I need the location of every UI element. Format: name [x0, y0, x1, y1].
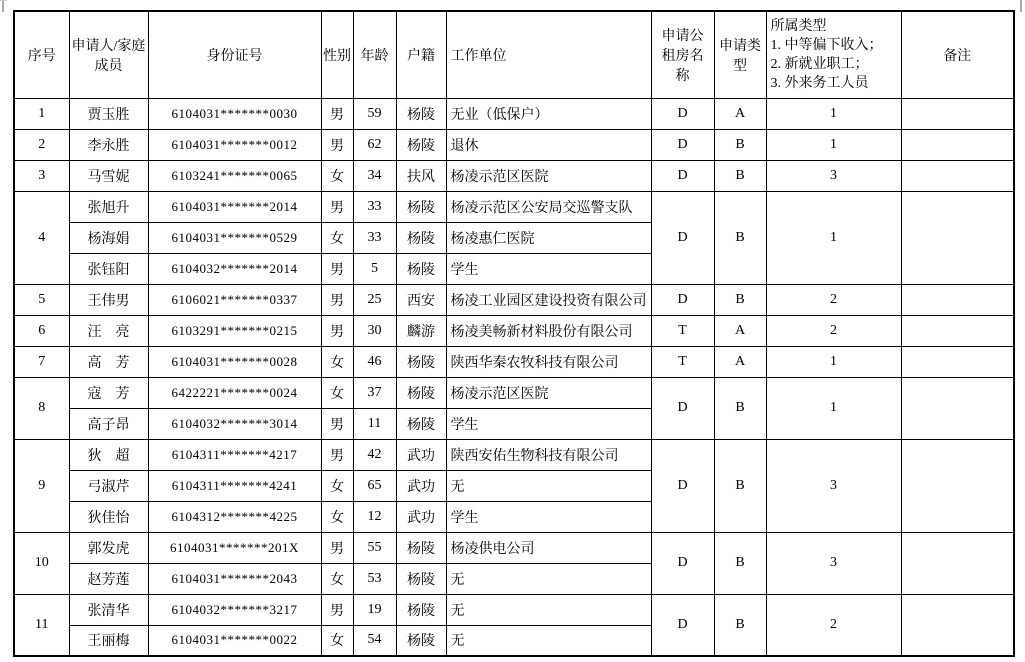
remark-cell: [901, 191, 1014, 284]
remark-cell: [901, 129, 1014, 160]
gender-cell: 女: [321, 501, 353, 532]
gender-cell: 女: [321, 346, 353, 377]
registry-cell: 杨陵: [396, 408, 446, 439]
housing-name-cell: D: [651, 532, 714, 594]
gender-cell: 女: [321, 625, 353, 656]
serial-cell: 5: [14, 284, 69, 315]
registry-cell: 杨陵: [396, 129, 446, 160]
employer-cell: 杨凌示范区医院: [446, 377, 651, 408]
col-header-housing-name: 申请公租房名称: [651, 11, 714, 98]
application-type-cell: B: [714, 129, 766, 160]
remark-cell: [901, 594, 1014, 656]
serial-cell: 3: [14, 160, 69, 191]
age-cell: 12: [353, 501, 396, 532]
public-rental-housing-applicants-table: [13, 10, 1015, 657]
category-cell: 1: [766, 377, 901, 439]
age-cell: 37: [353, 377, 396, 408]
age-cell: 5: [353, 253, 396, 284]
table-row: [14, 439, 1014, 470]
housing-name-cell: D: [651, 284, 714, 315]
remark-cell: [901, 377, 1014, 439]
id-number-cell: 6104032*******3014: [148, 408, 321, 439]
application-type-cell: B: [714, 439, 766, 532]
age-cell: 62: [353, 129, 396, 160]
age-cell: 54: [353, 625, 396, 656]
col-header-category: [766, 11, 901, 98]
col-header-gender: 性别: [321, 11, 353, 98]
registry-cell: 西安: [396, 284, 446, 315]
remark-cell: [901, 532, 1014, 594]
gender-cell: 女: [321, 563, 353, 594]
id-number-cell: 6104031*******201X: [148, 532, 321, 563]
category-cell: 2: [766, 594, 901, 656]
application-type-cell: A: [714, 315, 766, 346]
name-cell: 狄 超: [69, 439, 148, 470]
age-cell: 65: [353, 470, 396, 501]
name-cell: 狄佳怡: [69, 501, 148, 532]
registry-cell: 杨陵: [396, 594, 446, 625]
employer-cell: 学生: [446, 408, 651, 439]
housing-name-cell: D: [651, 594, 714, 656]
id-number-cell: 6104031*******0529: [148, 222, 321, 253]
page-edge-mark: [2, 0, 4, 12]
serial-cell: 4: [14, 191, 69, 284]
employer-cell: 杨凌惠仁医院: [446, 222, 651, 253]
remark-cell: [901, 315, 1014, 346]
name-cell: 郭发虎: [69, 532, 148, 563]
category-cell: 1: [766, 129, 901, 160]
id-number-cell: 6104311*******4241: [148, 470, 321, 501]
gender-cell: 男: [321, 253, 353, 284]
category-cell: 3: [766, 532, 901, 594]
name-cell: 赵芳莲: [69, 563, 148, 594]
gender-cell: 男: [321, 191, 353, 222]
serial-cell: 6: [14, 315, 69, 346]
age-cell: 55: [353, 532, 396, 563]
id-number-cell: 6104031*******0030: [148, 98, 321, 129]
remark-cell: [901, 98, 1014, 129]
serial-cell: 9: [14, 439, 69, 532]
employer-cell: 无: [446, 625, 651, 656]
id-number-cell: 6104312*******4225: [148, 501, 321, 532]
table-row: [14, 315, 1014, 346]
name-cell: 弓淑芹: [69, 470, 148, 501]
age-cell: 19: [353, 594, 396, 625]
registry-cell: 武功: [396, 470, 446, 501]
name-cell: 高子昂: [69, 408, 148, 439]
name-cell: 王丽梅: [69, 625, 148, 656]
table-row: [14, 377, 1014, 408]
gender-cell: 男: [321, 284, 353, 315]
name-cell: 张旭升: [69, 191, 148, 222]
col-header-application-type: 申请类型: [714, 11, 766, 98]
gender-cell: 男: [321, 439, 353, 470]
gender-cell: 男: [321, 98, 353, 129]
employer-cell: 杨凌美畅新材料股份有限公司: [446, 315, 651, 346]
category-cell: 3: [766, 439, 901, 532]
employer-cell: 无业（低保户）: [446, 98, 651, 129]
id-number-cell: 6422221*******0024: [148, 377, 321, 408]
id-number-cell: 6104031*******0022: [148, 625, 321, 656]
gender-cell: 男: [321, 594, 353, 625]
age-cell: 11: [353, 408, 396, 439]
serial-cell: 8: [14, 377, 69, 439]
registry-cell: 杨陵: [396, 98, 446, 129]
age-cell: 33: [353, 191, 396, 222]
application-type-cell: A: [714, 346, 766, 377]
gender-cell: 女: [321, 377, 353, 408]
category-cell: 2: [766, 315, 901, 346]
table-row: [14, 129, 1014, 160]
remark-cell: [901, 284, 1014, 315]
category-option-3: 3. 外来务工人员: [770, 75, 869, 91]
registry-cell: 杨陵: [396, 222, 446, 253]
id-number-cell: 6104311*******4217: [148, 439, 321, 470]
application-type-cell: B: [714, 532, 766, 594]
category-cell: 1: [766, 98, 901, 129]
page-edge-mark: [0, 0, 7, 1]
employer-cell: 杨凌供电公司: [446, 532, 651, 563]
age-cell: 30: [353, 315, 396, 346]
application-type-cell: B: [714, 594, 766, 656]
remark-cell: [901, 346, 1014, 377]
application-type-cell: B: [714, 191, 766, 284]
col-header-id-number: 身份证号: [148, 11, 321, 98]
category-cell: 1: [766, 191, 901, 284]
id-number-cell: 6104032*******3217: [148, 594, 321, 625]
col-header-employer: 工作单位: [446, 11, 651, 98]
gender-cell: 男: [321, 532, 353, 563]
housing-name-cell: D: [651, 98, 714, 129]
registry-cell: 杨陵: [396, 625, 446, 656]
registry-cell: 杨陵: [396, 253, 446, 284]
name-cell: 高 芳: [69, 346, 148, 377]
age-cell: 33: [353, 222, 396, 253]
col-header-remark: 备注: [901, 11, 1014, 98]
remark-cell: [901, 160, 1014, 191]
employer-cell: 学生: [446, 501, 651, 532]
name-cell: 寇 芳: [69, 377, 148, 408]
application-type-cell: A: [714, 98, 766, 129]
registry-cell: 杨陵: [396, 377, 446, 408]
name-cell: 汪 亮: [69, 315, 148, 346]
col-header-applicant: 申请人/家庭成员: [69, 11, 148, 98]
category-option-2: 2. 新就业职工；: [770, 56, 869, 72]
employer-cell: 无: [446, 563, 651, 594]
category-cell: 2: [766, 284, 901, 315]
employer-cell: 学生: [446, 253, 651, 284]
age-cell: 46: [353, 346, 396, 377]
id-number-cell: 6106021*******0337: [148, 284, 321, 315]
gender-cell: 女: [321, 160, 353, 191]
gender-cell: 男: [321, 129, 353, 160]
id-number-cell: 6104032*******2014: [148, 253, 321, 284]
id-number-cell: 6104031*******0012: [148, 129, 321, 160]
employer-cell: 杨凌示范区医院: [446, 160, 651, 191]
remark-cell: [901, 439, 1014, 532]
id-number-cell: 6103291*******0215: [148, 315, 321, 346]
employer-cell: 退休: [446, 129, 651, 160]
category-cell: 1: [766, 346, 901, 377]
registry-cell: 杨陵: [396, 532, 446, 563]
col-header-registry: 户籍: [396, 11, 446, 98]
table-row: [14, 346, 1014, 377]
registry-cell: 杨陵: [396, 346, 446, 377]
gender-cell: 女: [321, 470, 353, 501]
employer-cell: 陕西安佑生物科技有限公司: [446, 439, 651, 470]
registry-cell: 武功: [396, 501, 446, 532]
name-cell: 张钰阳: [69, 253, 148, 284]
serial-cell: 7: [14, 346, 69, 377]
housing-name-cell: D: [651, 377, 714, 439]
housing-name-cell: T: [651, 346, 714, 377]
table-row: [14, 284, 1014, 315]
registry-cell: 杨陵: [396, 191, 446, 222]
table-row: [14, 191, 1014, 222]
table-row: [14, 160, 1014, 191]
employer-cell: 无: [446, 594, 651, 625]
name-cell: 张清华: [69, 594, 148, 625]
housing-name-cell: D: [651, 439, 714, 532]
employer-cell: 杨凌工业园区建设投资有限公司: [446, 284, 651, 315]
id-number-cell: 6104031*******0028: [148, 346, 321, 377]
registry-cell: 武功: [396, 439, 446, 470]
employer-cell: 无: [446, 470, 651, 501]
registry-cell: 杨陵: [396, 563, 446, 594]
table-row: [14, 594, 1014, 625]
id-number-cell: 6103241*******0065: [148, 160, 321, 191]
registry-cell: 麟游: [396, 315, 446, 346]
housing-name-cell: D: [651, 191, 714, 284]
table-body: [14, 98, 1014, 656]
id-number-cell: 6104031*******2043: [148, 563, 321, 594]
header-row: [14, 11, 1014, 98]
application-type-cell: B: [714, 284, 766, 315]
serial-cell: 1: [14, 98, 69, 129]
application-type-cell: B: [714, 377, 766, 439]
name-cell: 李永胜: [69, 129, 148, 160]
employer-cell: 陕西华秦农牧科技有限公司: [446, 346, 651, 377]
col-header-serial: 序号: [14, 11, 69, 98]
age-cell: 42: [353, 439, 396, 470]
gender-cell: 女: [321, 222, 353, 253]
housing-name-cell: D: [651, 129, 714, 160]
name-cell: 杨海娟: [69, 222, 148, 253]
housing-name-cell: D: [651, 160, 714, 191]
age-cell: 53: [353, 563, 396, 594]
age-cell: 34: [353, 160, 396, 191]
gender-cell: 男: [321, 315, 353, 346]
age-cell: 59: [353, 98, 396, 129]
name-cell: 王伟男: [69, 284, 148, 315]
application-type-cell: B: [714, 160, 766, 191]
housing-name-cell: T: [651, 315, 714, 346]
serial-cell: 2: [14, 129, 69, 160]
category-option-1: 1. 中等偏下收入；: [770, 37, 883, 53]
id-number-cell: 6104031*******2014: [148, 191, 321, 222]
age-cell: 25: [353, 284, 396, 315]
category-cell: 3: [766, 160, 901, 191]
serial-cell: 11: [14, 594, 69, 656]
gender-cell: 男: [321, 408, 353, 439]
registry-cell: 扶风: [396, 160, 446, 191]
name-cell: 马雪妮: [69, 160, 148, 191]
table-row: [14, 532, 1014, 563]
table-row: [14, 98, 1014, 129]
serial-cell: 10: [14, 532, 69, 594]
page-edge-mark: [1020, 0, 1022, 12]
employer-cell: 杨凌示范区公安局交巡警支队: [446, 191, 651, 222]
category-header-title: 所属类型: [770, 18, 827, 34]
name-cell: 贾玉胜: [69, 98, 148, 129]
col-header-age: 年龄: [353, 11, 396, 98]
